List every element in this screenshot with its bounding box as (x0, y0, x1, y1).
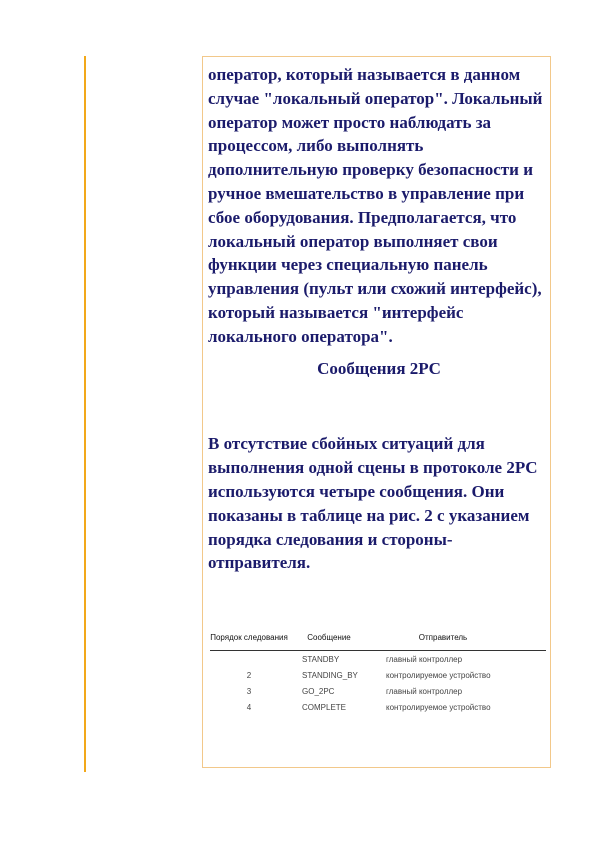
cell-order: 2 (246, 670, 252, 680)
cell-message: STANDING_BY (302, 670, 358, 680)
table-row (210, 667, 546, 683)
table-header (210, 624, 546, 651)
messages-table (210, 624, 546, 715)
left-margin-rule (84, 56, 86, 772)
cell-sender: главный контроллер (386, 686, 463, 696)
cell-sender: контролируемое устройство (386, 702, 491, 712)
document-body (208, 63, 550, 575)
cell-sender: главный контроллер (386, 654, 463, 664)
table-row (210, 651, 546, 667)
header-message: Сообщение (307, 632, 351, 642)
body-paragraph-2: В отсутствие сбойных ситуаций для выполнения одной сцены в протоколе 2PC используются четыре сообщения. Они показаны в таблице на рис. 2 с указанием порядка следования и стороны-отправителя. (208, 434, 538, 573)
body-paragraph: оператор, который называется в данном случае "локальный оператор". Локальный оператор может просто наблюдать за процессом, либо выполнять дополнительную проверку безопасности и ручное вмешательство в управление при сбое оборудования. Предполагается, что локальный оператор выполняет свои функции через специальную панель управления (пульт или схожий интерфейс), который называется "интерфейс локального оператора". (208, 65, 543, 346)
cell-message: GO_2PC (302, 686, 335, 696)
cell-message: STANDBY (302, 654, 340, 664)
section-heading: Сообщения 2PC (317, 358, 441, 378)
table-row (210, 683, 546, 699)
cell-order: 4 (246, 702, 252, 712)
cell-order: 3 (246, 686, 252, 696)
header-order: Порядок следования (210, 632, 288, 642)
table-row (210, 699, 546, 715)
header-sender: Отправитель (418, 632, 468, 642)
cell-message: COMPLETE (302, 702, 347, 712)
cell-sender: контролируемое устройство (386, 670, 491, 680)
